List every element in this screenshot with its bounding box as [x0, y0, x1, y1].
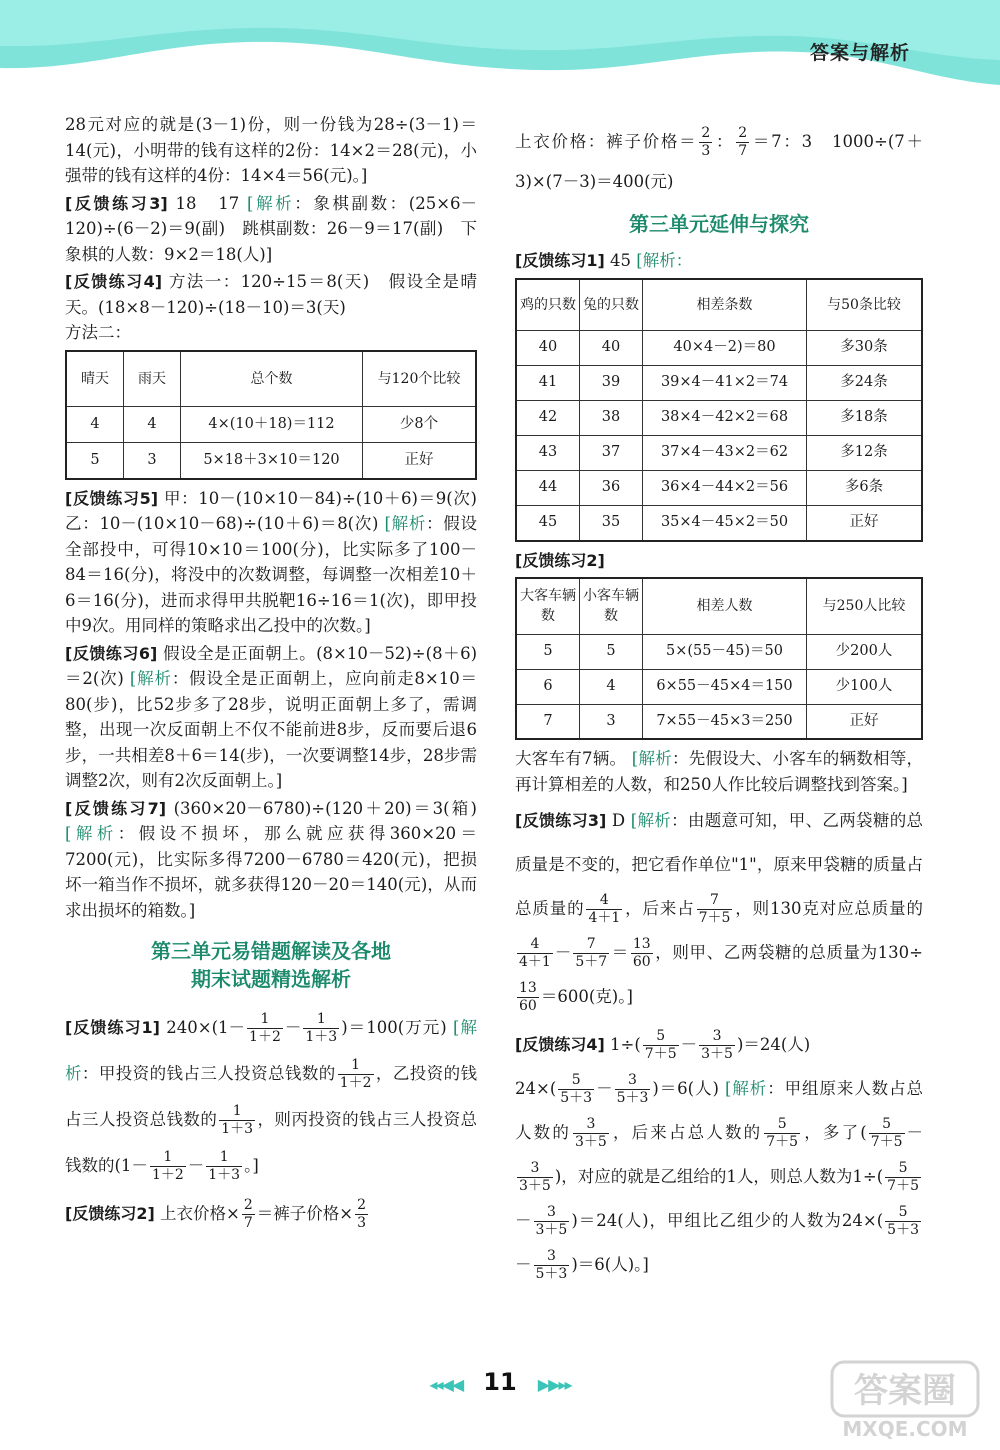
- table-cell: 7×55－45×3＝250: [643, 704, 807, 739]
- section-title-extension: 第三单元延伸与探究: [629, 212, 809, 236]
- table-row: [516, 366, 922, 401]
- section-title-line: 第三单元易错题解读及各地: [151, 939, 391, 963]
- table-cell: 多30条: [807, 331, 923, 366]
- header-band: [0, 0, 1000, 110]
- table-cell: 少100人: [807, 669, 923, 704]
- feedback-r3-block: [515, 799, 923, 1019]
- table-header: 小客车辆数: [580, 578, 643, 634]
- section-title-line: 期末试题精选解析: [191, 967, 351, 991]
- fraction: $\frac{1}{1+3}$: [208, 1149, 241, 1183]
- feedback-r2-analysis-label: [解析: [631, 749, 672, 768]
- feedback-2b-label: [反馈练习2]: [65, 1204, 155, 1223]
- table-cell: 41: [516, 366, 580, 401]
- table-cell: 36: [580, 471, 643, 506]
- table-cell: 多18条: [807, 401, 923, 436]
- table-row: [516, 331, 922, 366]
- table-cell: 40: [580, 331, 643, 366]
- table-cell: 43: [516, 436, 580, 471]
- fraction: $\frac{5}{7+5}$: [870, 1116, 903, 1150]
- table-row: [516, 634, 922, 669]
- fraction: $\frac{13}{60}$: [519, 980, 537, 1014]
- formula-text: 240×(1－: [166, 1018, 246, 1037]
- table-cell: 39×4－41×2＝74: [643, 366, 807, 401]
- feedback-5-block: [65, 486, 494, 639]
- table-cell: 4: [66, 407, 124, 443]
- table-cell: 40×4－2)＝80: [643, 331, 807, 366]
- feedback-7-analysis-label: [解析: [65, 824, 118, 843]
- feedback-r2-answer-block: [515, 746, 923, 797]
- right-column: [515, 122, 923, 1289]
- table-cell: 5×18＋3×10＝120: [181, 443, 363, 479]
- table-cell: 5: [66, 443, 124, 479]
- formula-text: ＝: [611, 943, 629, 962]
- fraction: $\frac{4}{4+1}$: [588, 892, 621, 926]
- feedback-r1-answer: 45: [610, 251, 632, 270]
- fraction: $\frac{3}{3+5}$: [535, 1204, 568, 1238]
- table-row: [516, 669, 922, 704]
- fraction: $\frac{7}{5+7}$: [575, 936, 608, 970]
- left-column: [65, 112, 494, 1239]
- arrow-left-icon: ◂◂◀◀: [429, 1375, 463, 1394]
- feedback-1b-label: [反馈练习1]: [65, 1018, 160, 1037]
- formula-text: ＝7：3 1000÷(7＋3)×(7－3)＝400(元): [515, 132, 924, 191]
- feedback-5-label: [反馈练习5]: [65, 488, 159, 508]
- feedback-r4-label: [反馈练习4]: [515, 1035, 605, 1054]
- formula-text: ＝裤子价格×: [256, 1204, 354, 1223]
- feedback-3-answer: 18 17: [175, 193, 240, 213]
- table-cell: 多6条: [807, 471, 923, 506]
- feedback-5-text: 甲：10－(10×10－84)÷(10＋6)＝9(次) 乙：10－(10×10－68)÷(10＋6)＝8(次): [65, 488, 494, 533]
- table-row: [66, 443, 476, 479]
- fraction: $\frac{5}{7+5}$: [644, 1028, 677, 1062]
- formula-text: ：: [714, 132, 735, 151]
- analysis-text: ，则甲、乙两袋糖的总质量为130÷: [654, 943, 923, 962]
- feedback-r1-block: [515, 248, 923, 274]
- feedback-r3-answer: D: [611, 811, 626, 830]
- feedback-7-analysis: ：假设不损坏，那么就应获得360×20＝7200(元)，比实际多得7200－6780＝420(元)，把损坏一箱当作不损坏，就多获得120－20＝140(元)，从而求出损坏的箱数。]: [65, 824, 477, 920]
- table-cell: 少200人: [807, 634, 923, 669]
- table-cell: 4: [124, 407, 181, 443]
- table-cell: 35: [580, 506, 643, 541]
- table-cell: 正好: [807, 506, 923, 541]
- table-header: 与50条比较: [807, 279, 923, 331]
- feedback-2b-block: [65, 1191, 477, 1237]
- weather-table-header: 雨天: [124, 351, 181, 407]
- analysis-text: )＝24(人)，甲组比乙组少的人数为24×(: [571, 1211, 884, 1230]
- fraction: $\frac{2}{7}$: [243, 1197, 253, 1231]
- analysis-text: 。]: [244, 1156, 259, 1175]
- feedback-7-text: (360×20－6780)÷(120＋20)＝3(箱): [173, 798, 477, 818]
- formula-text: )＝100(万元): [341, 1018, 447, 1037]
- table-header: 与250人比较: [807, 578, 923, 634]
- table-row: [516, 471, 922, 506]
- feedback-6-analysis-label: [解析: [129, 669, 172, 688]
- table-header: 相差条数: [643, 279, 807, 331]
- fraction: $\frac{3}{3+5}$: [701, 1028, 733, 1062]
- feedback-6-label: [反馈练习6]: [65, 643, 158, 663]
- formula-text: 上衣价格×: [160, 1204, 240, 1223]
- feedback-r3-label: [反馈练习3]: [515, 811, 607, 830]
- feedback-4-text: 方法一：120÷15＝8(天) 假设全是晴天。(18×8－120)÷(18－10)＝3(天): [65, 272, 478, 317]
- table-cell: 42: [516, 401, 580, 436]
- fraction: $\frac{1}{1+2}$: [339, 1057, 372, 1091]
- fraction: $\frac{2}{3}$: [701, 125, 711, 159]
- arrow-right-icon: ▶▶▸▸: [537, 1375, 571, 1394]
- table-header: 大客车辆数: [516, 578, 580, 634]
- analysis-text: ：由题意可知，甲、乙两袋糖的总质量是不变的，把它看作单位"1"，原来甲袋糖的质量占总质量的: [515, 811, 924, 918]
- table-cell: 正好: [807, 704, 923, 739]
- fraction: $\frac{5}{5+3}$: [560, 1072, 593, 1106]
- chicken-rabbit-table: [515, 278, 923, 542]
- table-cell: 6×55－45×4＝150: [643, 669, 807, 704]
- table-row: [66, 407, 476, 443]
- feedback-3-label: [反馈练习3]: [65, 193, 168, 213]
- watermark-text: 答案圈: [854, 1371, 956, 1411]
- feedback-1b-analysis-label: [解析: [65, 1018, 478, 1083]
- table-cell: 3: [124, 443, 181, 479]
- table-cell: 少8个: [363, 407, 477, 443]
- fraction: $\frac{2}{7}$: [738, 125, 748, 159]
- fraction: $\frac{3}{3+5}$: [519, 1160, 551, 1194]
- fraction: $\frac{1}{1+3}$: [305, 1011, 338, 1045]
- weather-table-header: 与120个比较: [363, 351, 477, 407]
- table-cell: 5×(55－45)＝50: [643, 634, 807, 669]
- fraction: $\frac{7}{7+5}$: [698, 892, 731, 926]
- table-cell: 5: [516, 634, 580, 669]
- table-cell: 4: [580, 669, 643, 704]
- table-cell: 5: [580, 634, 643, 669]
- analysis-text: ＝600(克)。]: [540, 987, 633, 1006]
- table-cell: 7: [516, 704, 580, 739]
- weather-table: [65, 350, 477, 480]
- table-header: 鸡的只数: [516, 279, 580, 331]
- analysis-text: )，对应的就是乙组给的1人，则总人数为1÷(: [554, 1167, 884, 1186]
- formula-text: 1÷(: [610, 1035, 641, 1054]
- feedback-r4-analysis-label: [解析: [725, 1079, 768, 1098]
- feedback-r2-analysis: ：先假设大、小客车的辆数相等，再计算相差的人数，和250人作比较后调整找到答案。]: [515, 749, 924, 794]
- feedback-r1-label: [反馈练习1]: [515, 251, 605, 270]
- table-cell: 多12条: [807, 436, 923, 471]
- feedback-6-text: 假设全是正面朝上。(8×10－52)÷(8＋6)＝2(次): [65, 643, 478, 688]
- fraction: $\frac{5}{5+3}$: [887, 1204, 919, 1238]
- fraction: $\frac{1}{1+2}$: [151, 1149, 184, 1183]
- watermark-logo: [830, 1360, 980, 1442]
- formula-text: )＝6(人): [652, 1079, 719, 1098]
- page-number: 11: [483, 1368, 517, 1396]
- analysis-text: ，后来占: [624, 899, 695, 918]
- feedback-6-block: [65, 641, 477, 794]
- table-cell: 4×(10＋18)＝112: [181, 407, 363, 443]
- analysis-text: ：甲组原来人数占总人数的: [515, 1079, 924, 1142]
- fraction: $\frac{1}{1+3}$: [221, 1103, 254, 1137]
- feedback-r3-analysis-label: [解析: [630, 811, 672, 830]
- feedback-7-label: [反馈练习7]: [65, 798, 167, 818]
- analysis-text: ：甲投资的钱占三人投资总钱数的: [81, 1064, 336, 1083]
- formula-text: 上衣价格：裤子价格＝: [515, 132, 698, 151]
- feedback-5-analysis-label: [解析: [384, 514, 427, 533]
- fraction: $\frac{1}{1+2}$: [249, 1011, 281, 1045]
- fraction: $\frac{5}{7+5}$: [887, 1160, 919, 1194]
- fraction: $\frac{2}{3}$: [357, 1197, 367, 1231]
- bus-table: [515, 577, 923, 740]
- weather-table-header: 总个数: [181, 351, 363, 407]
- feedback-4-label: [反馈练习4]: [65, 272, 163, 291]
- feedback-3-analysis: ：象棋副数：(25×6－120)÷(6－2)＝9(副) 跳棋副数：26－9＝17(副) 下象棋的人数：9×2＝18(人)]: [65, 193, 478, 264]
- table-header: 相差人数: [643, 578, 807, 634]
- analysis-text: ，后来占总人数的: [610, 1123, 763, 1142]
- table-cell: 38: [580, 401, 643, 436]
- left-intro-paragraph: 28元对应的就是(3－1)份，则一份钱为28÷(3－1)＝14(元)，小明带的钱有这样的2份：14×2＝28(元)，小强带的钱有这样的4份：14×4＝56(元)。]: [65, 115, 477, 185]
- feedback-r2-label: [反馈练习2]: [515, 550, 605, 570]
- price-ratio-block: [515, 122, 923, 202]
- fraction: $\frac{3}{5+3}$: [616, 1072, 649, 1106]
- feedback-4-method2: 方法二：: [65, 323, 131, 342]
- formula-text: )＝24(人): [736, 1035, 811, 1054]
- watermark-icon: [830, 1360, 980, 1442]
- analysis-text: ，则丙投资的钱占三人投资总钱数的(1－: [65, 1110, 478, 1175]
- feedback-5-analysis: ：假设全部投中，可得10×10＝100(分)，比实际多了100－84＝16(分)，将没中的次数调整，每调整一次相差10＋6＝16(分)，进而求得甲共脱靶16÷16＝1(次)，即甲投中9次。用同样的策略求出乙投中的次数。]: [65, 514, 477, 635]
- feedback-r1-analysis-label: [解析：: [636, 251, 693, 270]
- fraction: $\frac{5}{7+5}$: [766, 1116, 799, 1150]
- feedback-7-block: [65, 796, 477, 924]
- feedback-6-analysis: ：假设全是正面朝上，应向前走8×10＝80(步)，比52步多了28步，说明正面朝上多了，需调整，出现一次反面朝上不仅不能前进8步，反而要后退6步，一共相差8＋6＝14(步)，一次要调整14步，28步需调整2次，则有2次反面朝上。]: [65, 669, 478, 790]
- feedback-3-block: [65, 191, 477, 268]
- table-cell: 正好: [363, 443, 477, 479]
- table-cell: 37×4－43×2＝62: [643, 436, 807, 471]
- feedback-4-block: [65, 269, 477, 346]
- table-cell: 多24条: [807, 366, 923, 401]
- watermark-url: MXQE.COM: [842, 1417, 968, 1441]
- table-cell: 6: [516, 669, 580, 704]
- section-title-errors: [65, 937, 477, 993]
- feedback-1b-block: [65, 1005, 477, 1189]
- feedback-3-analysis-label: [解析: [247, 193, 295, 213]
- header-title: 答案与解析: [809, 42, 910, 64]
- fraction: $\frac{3}{3+5}$: [574, 1116, 607, 1150]
- table-cell: 37: [580, 436, 643, 471]
- table-cell: 44: [516, 471, 580, 506]
- table-row: [516, 401, 922, 436]
- fraction: $\frac{4}{4+1}$: [519, 936, 551, 970]
- weather-table-header: 晴天: [66, 351, 124, 407]
- table-cell: 35×4－45×2＝50: [643, 506, 807, 541]
- fraction: $\frac{13}{60}$: [632, 936, 651, 970]
- formula-text: －: [554, 943, 572, 962]
- table-cell: 3: [580, 704, 643, 739]
- feedback-r2-block: [515, 548, 923, 574]
- analysis-text: ，多了(: [802, 1123, 867, 1142]
- table-cell: 39: [580, 366, 643, 401]
- table-cell: 38×4－42×2＝68: [643, 401, 807, 436]
- analysis-text: －: [187, 1156, 205, 1175]
- table-cell: 40: [516, 331, 580, 366]
- table-cell: 45: [516, 506, 580, 541]
- feedback-r2-answer: 大客车有7辆。: [515, 749, 627, 768]
- table-cell: 36×4－44×2＝56: [643, 471, 807, 506]
- formula-text: －: [284, 1018, 302, 1037]
- analysis-text: ，乙投资的钱占三人投资总钱数的: [65, 1064, 478, 1129]
- table-row: [516, 436, 922, 471]
- table-row: [516, 506, 922, 541]
- analysis-text: )＝6(人)。]: [571, 1255, 649, 1274]
- formula-text: 24×(: [515, 1079, 557, 1098]
- analysis-text: ，则130克对应总质量的: [734, 899, 924, 918]
- table-header: 兔的只数: [580, 279, 643, 331]
- feedback-r4-block: [反馈练习4] 1÷( $\frac{5}{7+5}$ － $\frac{3}{3+5}$ )＝24(人) 24×( $\frac{5}{5+3}$ － $\frac{3}{5+3}$ )＝6(人) [解析：甲组原来人数占总人数的 $\frac{3}{3+5}$ ，后来占总人数的 $\frac{5}{7+5}$ ，多了( $\frac{5}{7+5}$ － $\frac{3}{3+5}$ )，对应的就是乙组给的1人，则总人数为1÷( $\frac{5}{7+5}$ － $\frac{3}{3+5}$ )＝24(人)，甲组比乙组少的人数为24×( $\frac{5}{5+3}$ － $\frac{3}{5+3}$ )＝6(人)。]: [515, 1028, 924, 1282]
- table-row: [516, 704, 922, 739]
- fraction: $\frac{3}{5+3}$: [535, 1248, 568, 1282]
